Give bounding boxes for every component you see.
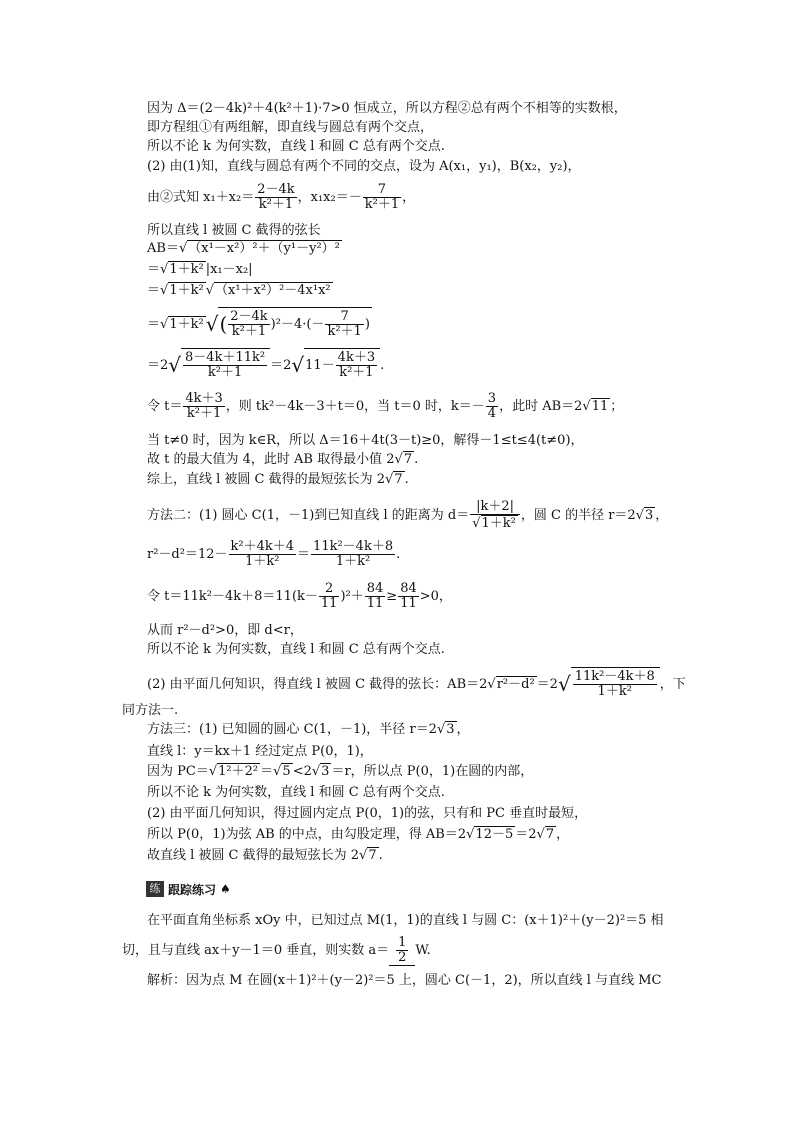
text-line: 即方程组①有两组解，即直线与圆总有两个交点，: [147, 120, 434, 135]
formula-line: (2) 由平面几何知识，得直线 l 被圆 C 截得的弦长：AB＝2√ r²－d² ＝2√ $\frac{\text{11k²－4k＋8}}{\text{1＋k²}}$ ，下: [147, 667, 686, 699]
fraction: $\frac{\text{11k²－4k＋8}}{\text{1＋k²}}$: [313, 539, 394, 569]
fraction: $\frac{3}{4}$: [487, 391, 497, 421]
text-line: 所以不论 k 为何实数，直线 l 和圆 C 总有两个交点.: [147, 785, 445, 800]
text-line: (2) 由平面几何知识，得过圆内定点 P(0，1)的弦，只有和 PC 垂直时最短，: [147, 806, 588, 821]
text-line: 因为 Δ＝(2－4k)²＋4(k²＋1)·7>0 恒成立，所以方程②总有两个不相等的实数根，: [147, 101, 627, 116]
formula-line: 故直线 l 被圆 C 截得的最短弦长为 2√ 7 .: [147, 847, 383, 864]
formula-line: 方法三：(1) 已知圆的圆心 C(1，－1)，半径 r＝2√ 3 ，: [147, 721, 470, 738]
text-line: 同方法一.: [122, 703, 179, 718]
formula-line: ＝2√ $\frac{\text{8－4k＋11k²}}{\text{k²＋1}}$ ＝2√11－ $\frac{4k+3}{\text{k²＋1}}$ .: [147, 350, 385, 380]
fraction: $\frac{7}{\text{k²＋1}}$: [327, 309, 362, 339]
formula-line: 由②式知 x₁＋x₂＝ $\frac{2-4k}{\text{k²＋1}}$ ，x₁x₂＝－ $\frac{7}{\text{k²＋1}}$ ，: [147, 182, 416, 212]
pencil-note-icon: 练: [146, 881, 164, 897]
fraction: |k＋2| √ 1＋k²: [470, 500, 520, 531]
formula-line: ＝√ 1＋k² |x₁－x₂|: [147, 261, 253, 278]
formula-line: AB＝√ （x¹－x²）²＋（y¹－y²）²: [147, 240, 342, 257]
formula-line: 令 t＝11k²－4k＋8＝11(k－ $\frac{2}{11}$ )²＋ $\frac{84}{11}$ ≥ $\frac{84}{11}$ >0，: [147, 581, 452, 611]
formula-line: 所以 P(0，1)为弦 AB 的中点，由勾股定理，得 AB＝2√ 12－5 ＝2√ 7 ，: [147, 826, 569, 843]
formula-line: r²－d²＝12－ $\frac{\text{k²＋4k＋4}}{\text{1＋k²}}$ ＝ $\frac{\text{11k²－4k＋8}}{\text{1＋k²}}$ .: [147, 539, 401, 569]
fraction: $\frac{84}{11}$: [366, 581, 384, 611]
fraction: $\frac{\text{k²＋4k＋4}}{\text{1＋k²}}$: [230, 539, 295, 569]
formula-line: 因为 PC＝√ 1²＋2² ＝√ 5 <2√ 3 ＝r，所以点 P(0，1)在圆的内部，: [147, 763, 533, 780]
fraction: $\frac{2}{11}$: [320, 581, 338, 611]
formula-line: 故 t 的最大值为 4，此时 AB 取得最小值 2√ 7 .: [147, 451, 418, 468]
text-line: 当 t≠0 时，因为 k∈R，所以 Δ＝16＋4t(3－t)≥0，解得－1≤t≤4(t≠0)，: [147, 433, 584, 448]
formula-line: ＝√ 1＋k² √( $\frac{2-4k}{\text{k²＋1}}$ )²－4·(－ $\frac{7}{\text{k²＋1}}$ ): [147, 307, 372, 339]
fraction: $\frac{\text{8－4k＋11k²}}{\text{k²＋1}}$: [185, 350, 266, 380]
formula-line: 令 t＝ $\frac{4k+3}{\text{k²＋1}}$ ，则 tk²－4k－3＋t＝0，当 t＝0 时，k＝－ $\frac{3}{4}$ ，此时 AB＝2√ 11 ；: [147, 392, 623, 421]
text-line: 所以直线 l 被圆 C 截得的弦长: [147, 223, 321, 238]
exercise-line: 在平面直角坐标系 xOy 中，已知过点 M(1，1)的直线 l 与圆 C：(x＋1)²＋(y－2)²＝5 相: [147, 913, 664, 928]
fraction: $\frac{2-4k}{\text{k²＋1}}$: [257, 182, 295, 212]
fraction: $\frac{2-4k}{\text{k²＋1}}$: [230, 309, 268, 339]
text-line: 所以不论 k 为何实数，直线 l 和圆 C 总有两个交点.: [147, 642, 445, 657]
formula-line: ＝√ 1＋k²√ （x¹＋x²）²－4x¹x²: [147, 282, 333, 299]
exercise-line: 解析：因为点 M 在圆(x＋1)²＋(y－2)²＝5 上，圆心 C(－1，2)，所以直线 l 与直线 MC: [147, 973, 662, 988]
fraction: $\frac{7}{\text{k²＋1}}$: [364, 182, 400, 212]
fraction: $\frac{4k+3}{\text{k²＋1}}$: [337, 350, 376, 380]
fraction: $\frac{1}{2}$: [398, 935, 407, 965]
footprints-icon: ♠: [220, 882, 231, 896]
fraction: $\frac{84}{11}$: [400, 581, 417, 611]
text-line: 所以不论 k 为何实数，直线 l 和圆 C 总有两个交点.: [147, 139, 445, 154]
fraction: $\frac{4k+3}{\text{k²＋1}}$: [185, 391, 223, 421]
text-line: 从而 r²－d²>0，即 d<r，: [147, 623, 303, 638]
formula-line: 综上，直线 l 被圆 C 截得的最短弦长为 2√ 7 .: [147, 471, 409, 488]
formula-line: 方法二：(1) 圆心 C(1，－1)到已知直线 l 的距离为 d＝ |k＋2| √ 1＋k² ，圆 C 的半径 r＝2√ 3 ，: [147, 500, 668, 531]
exercise-line: 切，且与直线 ax＋y－1＝0 垂直，则实数 a＝ $\frac{1}{2}$ W.: [122, 935, 431, 965]
section-title: 跟踪练习: [168, 882, 217, 897]
section-banner: [146, 879, 231, 899]
text-line: (2) 由(1)知，直线与圆总有两个不同的交点，设为 A(x₁，y₁)，B(x₂，y₂)，: [147, 159, 581, 174]
text-line: 直线 l：y＝kx＋1 经过定点 P(0，1)，: [147, 744, 373, 759]
answer-blank: [389, 936, 415, 966]
fraction: $\frac{\text{11k²－4k＋8}}{\text{1＋k²}}$: [574, 669, 655, 699]
